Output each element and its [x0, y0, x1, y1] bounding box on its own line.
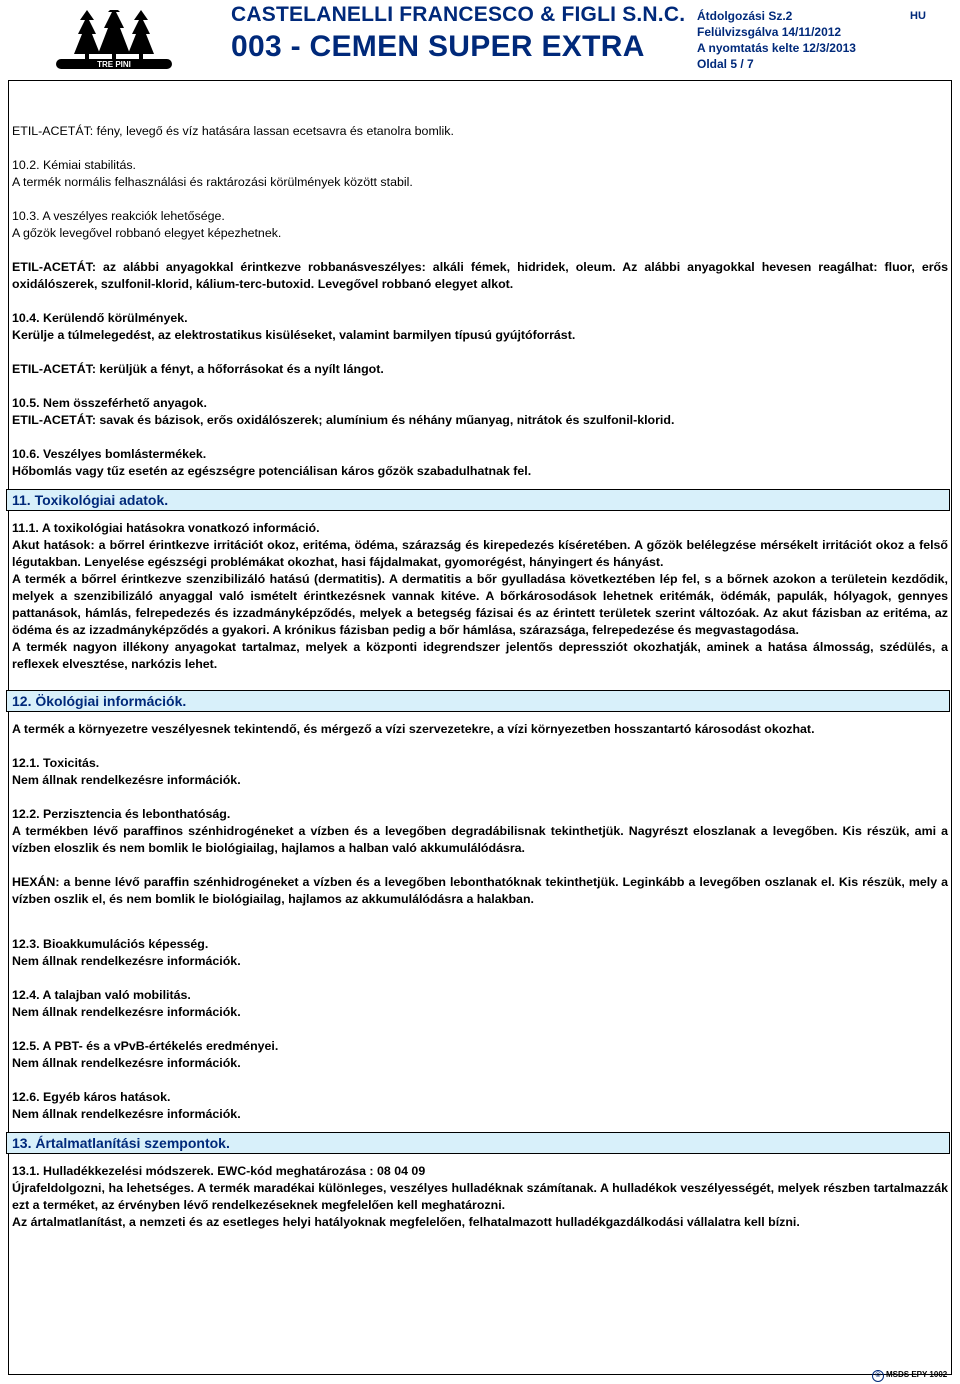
subsection-title-12-2: 12.2. Perzisztencia és lebonthatóság. [12, 807, 231, 821]
page-number: Oldal 5 / 7 [697, 57, 754, 71]
print-date: A nyomtatás kelte 12/3/2013 [697, 41, 856, 55]
section-header-11: 11. Toxikológiai adatok. [6, 489, 950, 511]
footer-label: MSDS EPY 1002 [886, 1370, 948, 1379]
paragraph: Nem állnak rendelkezésre információk. [12, 773, 241, 787]
document-meta [697, 8, 856, 72]
subsection-title-10-6: 10.6. Veszélyes bomlástermékek. [12, 447, 207, 461]
subsection-title-12-6: 12.6. Egyéb káros hatások. [12, 1090, 171, 1104]
paragraph: Az ártalmatlanítást, a nemzeti és az esetleges helyi hatályoknak megfelelően, felhatalmazott hulladékgazdálkodási vállalatra kell bízni. [12, 1215, 800, 1229]
paragraph: A termék nagyon illékony anyagokat tartalmaz, melyek a központi idegrendszer jelentős depressziót okozhatják, aminek a hatása álmosság, szédülés, a reflexek elvesztése, narkózis lehet. [12, 640, 948, 671]
revision-number: Átdolgozási Sz.2 [697, 9, 793, 23]
document-body [12, 123, 948, 1231]
subsection-title-13-1: 13.1. Hulladékkezelési módszerek. EWC-kód meghatározása : 08 04 09 [12, 1164, 426, 1178]
tre-pini-logo [54, 10, 174, 70]
paragraph: Újrafeldolgozni, ha lehetséges. A termék maradékai különleges, veszélyes hulladéknak számítanak. A hulladékok veszélyességét, melyek részben tartalmazzák ezt a terméket, az érvényben lévő rendelkezéseknek megfelelően kell meghatározni. [12, 1181, 948, 1212]
subsection-title-12-4: 12.4. A talajban való mobilitás. [12, 988, 191, 1002]
paragraph: Akut hatások: a bőrrel érintkezve irritációt okoz, eritéma, ödéma, szárazság és kirepedezés kíséretében. A gőzök belélegzése mérsékelt irritációt okoz a felső légutakban. Lenyelése egészségi problémákat okozhat, hasi fájdalmakat, gyomorégést, hányingert és hányást. [12, 538, 948, 569]
section-header-13: 13. Ártalmatlanítási szempontok. [6, 1132, 950, 1154]
paragraph: Nem állnak rendelkezésre információk. [12, 954, 241, 968]
paragraph: HEXÁN: a benne lévő paraffin szénhidrogéneket a vízben és a levegőben lebonthatóknak tekinthetjük. Leginkább a levegőben oszlanak el. Kis részük, mely a vízben oszlik el, és nem bomlik le biológiailag, hajlamos az akkumulálódásra a halakban. [12, 875, 948, 906]
product-name: 003 - CEMEN SUPER EXTRA [231, 30, 645, 63]
copyright-icon: © [872, 1370, 884, 1382]
language-code: HU [910, 10, 926, 22]
paragraph: ETIL-ACETÁT: az alábbi anyagokkal érintkezve robbanásveszélyes: alkáli fémek, hidridek, oleum. Az alábbi anyagokkal hevesen reagálhat: fluor, erős oxidálószerek, szulfonil-klorid, kálium-terc-butoxid. Levegővel robbanó elegyet alkot. [12, 260, 948, 291]
paragraph: ETIL-ACETÁT: savak és bázisok, erős oxidálószerek; alumínium és néhány műanyag, nitrátok és szulfonil-klorid. [12, 413, 675, 427]
subsection-title-10-2: 10.2. Kémiai stabilitás. [12, 158, 136, 172]
company-name: CASTELANELLI FRANCESCO & FIGLI S.N.C. [231, 3, 686, 26]
paragraph: A termékben lévő paraffinos szénhidrogéneket a vízben és a levegőben degradábilisnak tekinthetjük. Nagyrészt eloszlanak a levegőben. Kis részük, ami a vízben eloszlik és nem bomlik le biológiailag, hajlamos a halban való akkumulálódásra. [12, 824, 948, 855]
subsection-title-11-1: 11.1. A toxikológiai hatásokra vonatkozó információ. [12, 521, 320, 535]
review-date: Felülvizsgálva 14/11/2012 [697, 25, 842, 39]
subsection-title-12-5: 12.5. A PBT- és a vPvB-értékelés eredményei. [12, 1039, 279, 1053]
paragraph: Nem állnak rendelkezésre információk. [12, 1005, 241, 1019]
etil-stability-note: ETIL-ACETÁT: fény, levegő és víz hatására lassan ecetsavra és etanolra bomlik. [12, 124, 454, 138]
section-header-12: 12. Ökológiai információk. [6, 690, 950, 712]
paragraph: Kerülje a túlmelegedést, az elektrostatikus kisüléseket, valamint barmilyen típusú gyújtóforrást. [12, 328, 576, 342]
paragraph: Hőbomlás vagy tűz esetén az egészségre potenciálisan káros gőzök szabadulhatnak fel. [12, 464, 532, 478]
document-header [0, 0, 960, 76]
document-footer [872, 1366, 947, 1383]
paragraph: A gőzök levegővel robbanó elegyet képezhetnek. [12, 226, 282, 240]
logo-text: TRE PINI [97, 60, 131, 69]
subsection-title-12-1: 12.1. Toxicitás. [12, 756, 100, 770]
paragraph: A termék a bőrrel érintkezve szenzibilizáló hatású (dermatitis). A dermatitis a bőr gyulladása következtében lép fel, s a bőrnek azokon a területein kezdődik, melyek a szenzibilizáló anyaggal való ismételt érintkezésnek vannak kitéve. A bőrkárosodások lehetnek eritémák, ödémák, papulák, hólyagok, gennyes pattanások, hámlás, felrepedezés és izzadmányképződés, melyek a betegség fázisai és az érintett területek szerint változóak. Az akut fázisban az eritéma, az ödéma és az izzadmányképződés a gyakori. A krónikus fázisban pedig a bőr hámlása, szárazsága, felrepedezése és megvastagodása. [12, 572, 948, 637]
subsection-title-10-3: 10.3. A veszélyes reakciók lehetősége. [12, 209, 225, 223]
subsection-title-10-4: 10.4. Kerülendő körülmények. [12, 311, 188, 325]
paragraph: A termék a környezetre veszélyesnek tekintendő, és mérgező a vízi szervezetekre, a vízi környezetben hosszantartó károsodást okozhat. [12, 722, 815, 736]
paragraph: Nem állnak rendelkezésre információk. [12, 1056, 241, 1070]
paragraph: A termék normális felhasználási és raktározási körülmények között stabil. [12, 175, 413, 189]
subsection-title-10-5: 10.5. Nem összeférhető anyagok. [12, 396, 207, 410]
paragraph: ETIL-ACETÁT: kerüljük a fényt, a hőforrásokat és a nyílt lángot. [12, 362, 384, 376]
subsection-title-12-3: 12.3. Bioakkumulációs képesség. [12, 937, 209, 951]
paragraph: Nem állnak rendelkezésre információk. [12, 1107, 241, 1121]
